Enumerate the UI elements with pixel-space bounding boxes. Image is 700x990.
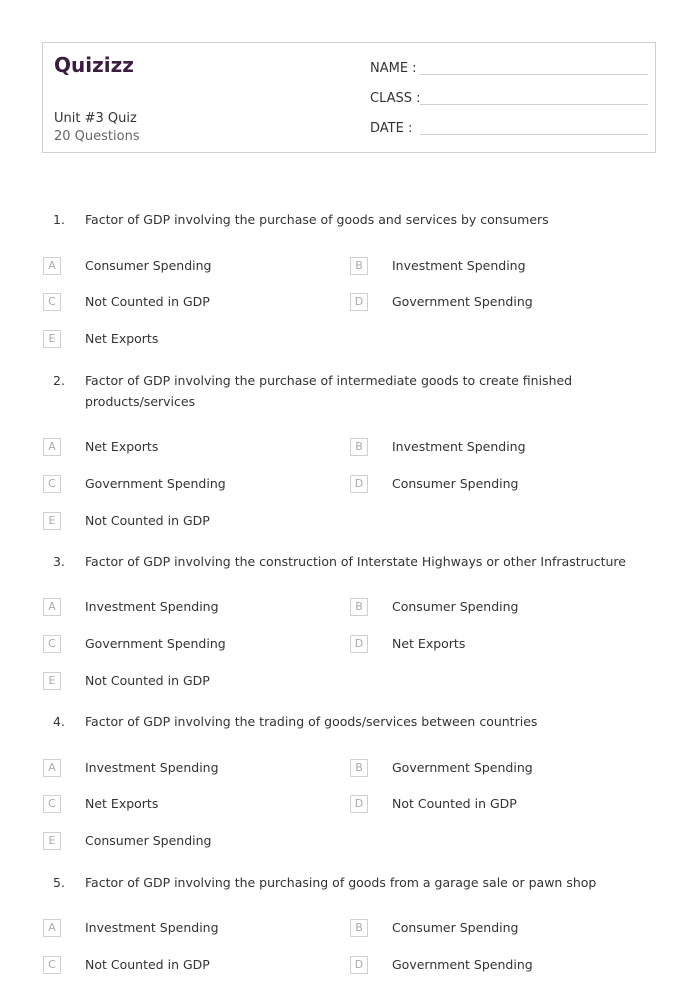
option-letter: A [43,919,61,937]
question-number: 2. [53,373,65,388]
option-letter: B [350,438,368,456]
option-text: Net Exports [85,439,159,454]
question-number: 1. [53,212,65,227]
option-text: Government Spending [85,476,226,491]
class-line [420,104,648,105]
question-number: 3. [53,554,65,569]
option-letter: A [43,257,61,275]
option-text: Investment Spending [392,258,526,273]
option-letter: D [350,795,368,813]
class-field [370,91,648,106]
option-letter: E [43,672,61,690]
option-letter: A [43,598,61,616]
option-letter: E [43,330,61,348]
option-letter: C [43,635,61,653]
option-text: Consumer Spending [392,476,519,491]
quiz-header [42,42,656,153]
quizizz-logo: Quizizz [54,53,134,77]
name-field [370,61,648,76]
option-letter: D [350,956,368,974]
option-text: Government Spending [392,957,533,972]
option-letter: D [350,635,368,653]
option-letter: D [350,475,368,493]
option-letter: C [43,795,61,813]
question-text: Factor of GDP involving the purchase of intermediate goods to create finished products/services [85,373,573,409]
option-letter: C [43,956,61,974]
option-text: Net Exports [85,796,159,811]
name-label: NAME : [370,61,417,76]
option-letter: C [43,475,61,493]
quiz-title: Unit #3 Quiz [54,111,137,126]
option-text: Government Spending [392,760,533,775]
option-text: Government Spending [392,294,533,309]
option-letter: B [350,257,368,275]
option-text: Not Counted in GDP [85,294,210,309]
option-text: Consumer Spending [392,599,519,614]
question-text: Factor of GDP involving the purchase of goods and services by consumers [85,212,549,227]
option-letter: B [350,759,368,777]
option-letter: E [43,832,61,850]
option-text: Net Exports [392,636,466,651]
option-text: Investment Spending [85,599,219,614]
question-count: 20 Questions [54,129,140,144]
question-text: Factor of GDP involving the construction of Interstate Highways or other Infrastructure [85,554,626,569]
name-line [420,74,648,75]
option-text: Government Spending [85,636,226,651]
option-text: Not Counted in GDP [392,796,517,811]
date-label: DATE : [370,121,413,136]
option-text: Investment Spending [85,760,219,775]
option-text: Consumer Spending [85,258,212,273]
option-letter: D [350,293,368,311]
option-text: Investment Spending [85,920,219,935]
option-text: Not Counted in GDP [85,513,210,528]
option-text: Consumer Spending [392,920,519,935]
question-number: 5. [53,875,65,890]
option-text: Consumer Spending [85,833,212,848]
option-letter: B [350,598,368,616]
option-text: Investment Spending [392,439,526,454]
question-text: Factor of GDP involving the trading of goods/services between countries [85,714,538,729]
option-letter: B [350,919,368,937]
option-text: Not Counted in GDP [85,673,210,688]
question-text: Factor of GDP involving the purchasing of goods from a garage sale or pawn shop [85,875,597,890]
option-letter: E [43,512,61,530]
class-label: CLASS : [370,91,421,106]
option-text: Net Exports [85,331,159,346]
question-number: 4. [53,714,65,729]
option-letter: C [43,293,61,311]
option-letter: A [43,438,61,456]
date-line [420,134,648,135]
date-field [370,121,648,136]
option-text: Not Counted in GDP [85,957,210,972]
option-letter: A [43,759,61,777]
